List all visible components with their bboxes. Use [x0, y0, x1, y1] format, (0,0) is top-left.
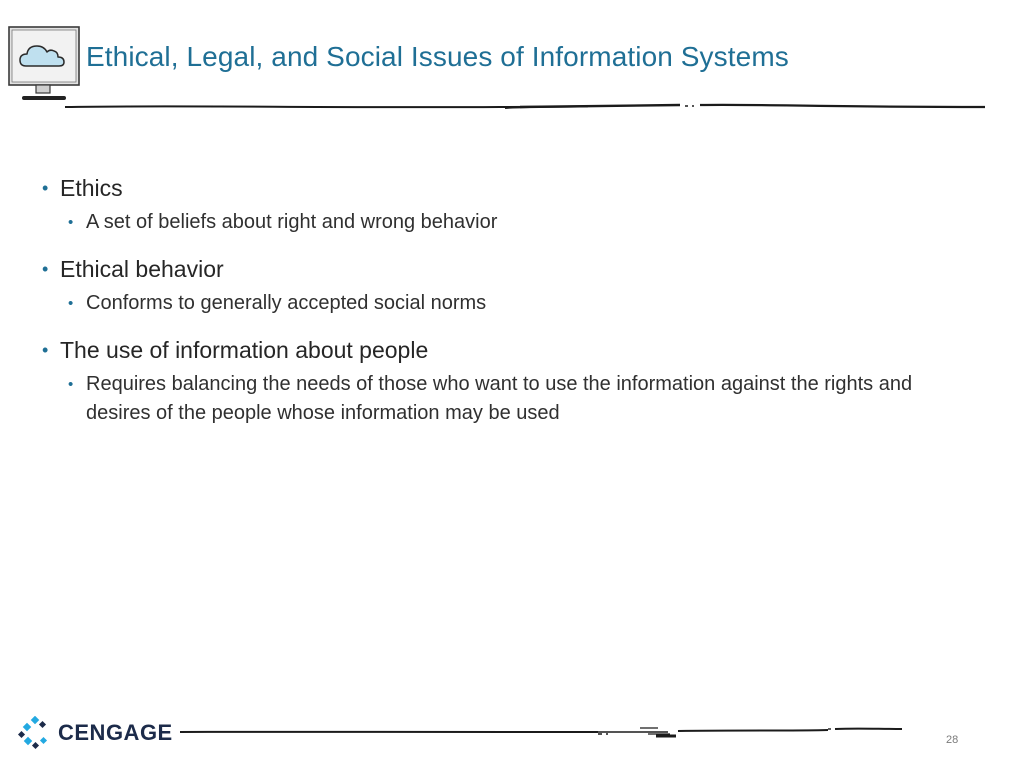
logo-text: CENGAGE — [58, 720, 173, 745]
footer-divider — [178, 722, 906, 740]
bullet-item-ethical-behavior — [42, 251, 982, 318]
sub-bullet-item — [60, 289, 982, 318]
cengage-logo-icon — [18, 716, 52, 750]
sub-bullet-marker: • — [68, 295, 74, 312]
title-divider — [60, 98, 990, 116]
sub-bullet-list — [60, 370, 982, 428]
bullet-list — [42, 170, 982, 428]
sub-bullet-text: Conforms to generally accepted social norms — [86, 292, 487, 314]
bullet-text: The use of information about people — [60, 337, 429, 363]
sub-bullet-marker: • — [68, 214, 74, 231]
slide-title: Ethical, Legal, and Social Issues of Information Systems — [86, 41, 789, 72]
cloud-monitor-icon — [6, 24, 82, 104]
sub-bullet-list — [60, 289, 982, 318]
sub-bullet-item — [60, 370, 982, 428]
bullet-item-use-of-information — [42, 332, 982, 428]
page-number: 28 — [946, 734, 959, 746]
sub-bullet-text: Requires balancing the needs of those who want to use the information against the rights and desires of the people whose information may be used — [86, 373, 913, 424]
sub-bullet-item — [60, 208, 982, 237]
bullet-marker: • — [42, 178, 49, 198]
sub-bullet-list — [60, 208, 982, 237]
bullet-text: Ethics — [60, 175, 123, 201]
bullet-marker: • — [42, 340, 49, 360]
sub-bullet-marker: • — [68, 376, 74, 393]
bullet-text: Ethical behavior — [60, 256, 224, 282]
bullet-marker: • — [42, 259, 49, 279]
bullet-item-ethics — [42, 170, 982, 237]
cengage-logo — [18, 716, 173, 752]
sub-bullet-text: A set of beliefs about right and wrong behavior — [86, 211, 498, 233]
